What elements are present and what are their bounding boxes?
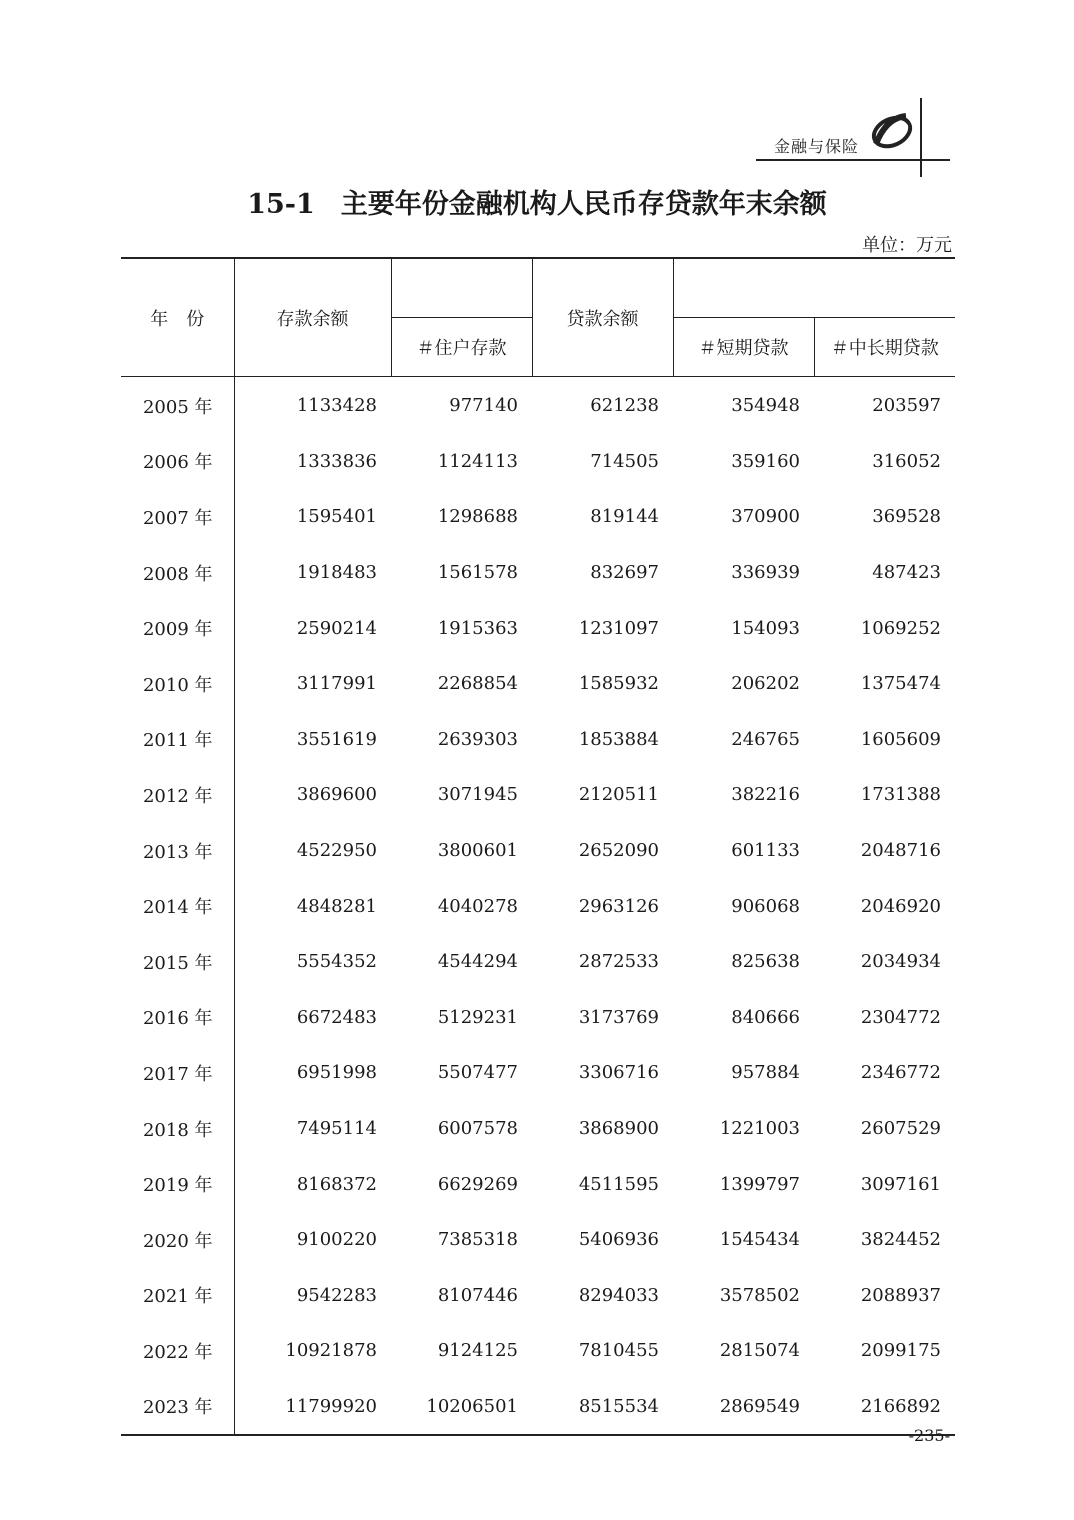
cell-deposits: 4848281 xyxy=(234,878,391,934)
table-body xyxy=(121,377,955,1436)
cell-short-term: 206202 xyxy=(731,673,800,695)
header-short-term-loans: ＃短期贷款 xyxy=(673,318,814,377)
table-row xyxy=(121,990,955,1046)
cell-long-term: 2048716 xyxy=(860,840,941,862)
cell-long-term: 2166892 xyxy=(860,1395,941,1417)
cell-year: 2019 年 xyxy=(142,1175,213,1197)
cell-loans: 1853884 xyxy=(578,728,659,750)
table-row xyxy=(121,1379,955,1436)
cell-loans: 4511595 xyxy=(578,1173,659,1195)
cell-loans: 1585932 xyxy=(578,673,659,695)
cell-long-term: 2088937 xyxy=(860,1284,941,1306)
table-row xyxy=(121,434,955,490)
cell-deposits: 3551619 xyxy=(234,712,391,768)
table-row xyxy=(121,878,955,934)
cell-deposits: 10921878 xyxy=(234,1323,391,1379)
cell-year: 2021 年 xyxy=(142,1286,213,1308)
table-row xyxy=(121,1212,955,1268)
cell-deposits: 8168372 xyxy=(234,1156,391,1212)
cell-short-term: 359160 xyxy=(731,450,800,472)
cell-year: 2023 年 xyxy=(142,1397,213,1419)
running-header-vertical-rule xyxy=(920,98,922,177)
cell-short-term: 382216 xyxy=(731,784,800,806)
header-loans-sub-blank xyxy=(673,258,955,318)
cell-household: 8107446 xyxy=(437,1284,518,1306)
cell-deposits: 7495114 xyxy=(234,1101,391,1157)
table-row xyxy=(121,712,955,768)
cell-loans: 2120511 xyxy=(578,784,659,806)
cell-long-term: 2034934 xyxy=(860,951,941,973)
cell-household: 1298688 xyxy=(437,506,518,528)
cell-short-term: 354948 xyxy=(731,395,800,417)
cell-long-term: 3097161 xyxy=(860,1173,941,1195)
header-year: 年 份 xyxy=(121,258,234,377)
cell-loans: 621238 xyxy=(590,395,659,417)
cell-long-term: 2346772 xyxy=(860,1062,941,1084)
cell-year: 2005 年 xyxy=(142,396,213,418)
cell-long-term: 203597 xyxy=(872,395,941,417)
table-row xyxy=(121,489,955,545)
header-long-term-loans: ＃中长期贷款 xyxy=(814,318,955,377)
data-table xyxy=(121,257,955,1436)
cell-short-term: 1399797 xyxy=(719,1173,800,1195)
cell-loans: 3306716 xyxy=(578,1062,659,1084)
cell-household: 5129231 xyxy=(437,1006,518,1028)
cell-deposits: 3117991 xyxy=(234,656,391,712)
cell-loans: 3173769 xyxy=(578,1006,659,1028)
cell-household: 1561578 xyxy=(437,562,518,584)
cell-year: 2010 年 xyxy=(142,674,213,696)
table-row xyxy=(121,377,955,434)
cell-short-term: 601133 xyxy=(731,840,800,862)
cell-household: 4544294 xyxy=(437,951,518,973)
cell-loans: 832697 xyxy=(590,562,659,584)
cell-year: 2012 年 xyxy=(142,785,213,807)
unit-label: 单位：万元 xyxy=(862,235,952,256)
table-row xyxy=(121,823,955,879)
cell-household: 10206501 xyxy=(426,1395,518,1417)
cell-household: 1915363 xyxy=(437,617,518,639)
cell-year: 2018 年 xyxy=(142,1119,213,1141)
table-row xyxy=(121,656,955,712)
cell-year: 2014 年 xyxy=(142,897,213,919)
cell-loans: 819144 xyxy=(590,506,659,528)
cell-short-term: 246765 xyxy=(731,728,800,750)
cell-year: 2016 年 xyxy=(142,1008,213,1030)
table-title xyxy=(0,182,1074,221)
table-row xyxy=(121,1101,955,1157)
cell-short-term: 840666 xyxy=(731,1006,800,1028)
cell-long-term: 2046920 xyxy=(860,895,941,917)
cell-household: 2639303 xyxy=(437,728,518,750)
cell-deposits: 5554352 xyxy=(234,934,391,990)
cell-year: 2017 年 xyxy=(142,1063,213,1085)
cell-deposits: 1918483 xyxy=(234,545,391,601)
cell-short-term: 2869549 xyxy=(719,1395,800,1417)
table-row xyxy=(121,934,955,990)
cell-loans: 3868900 xyxy=(578,1118,659,1140)
cell-year: 2008 年 xyxy=(142,563,213,585)
cell-deposits: 4522950 xyxy=(234,823,391,879)
cell-short-term: 370900 xyxy=(731,506,800,528)
table-row xyxy=(121,1268,955,1324)
header-deposits: 存款余额 xyxy=(234,258,391,377)
cell-deposits: 6951998 xyxy=(234,1045,391,1101)
cell-year: 2007 年 xyxy=(142,507,213,529)
header-loans: 贷款余额 xyxy=(532,258,673,377)
cell-household: 2268854 xyxy=(437,673,518,695)
cell-short-term: 957884 xyxy=(731,1062,800,1084)
cell-household: 6629269 xyxy=(437,1173,518,1195)
cell-household: 4040278 xyxy=(437,895,518,917)
cell-short-term: 3578502 xyxy=(719,1284,800,1306)
cell-deposits: 1333836 xyxy=(234,434,391,490)
table-row xyxy=(121,1156,955,1212)
cell-household: 6007578 xyxy=(437,1118,518,1140)
cell-deposits: 11799920 xyxy=(234,1379,391,1436)
cell-short-term: 1545434 xyxy=(719,1229,800,1251)
cell-deposits: 9542283 xyxy=(234,1268,391,1324)
cell-long-term: 487423 xyxy=(872,562,941,584)
header-household-deposits: ＃住户存款 xyxy=(391,318,532,377)
cell-long-term: 316052 xyxy=(872,450,941,472)
section-logo-icon xyxy=(866,108,916,154)
table-number: 15-1 xyxy=(247,189,315,220)
cell-deposits: 2590214 xyxy=(234,600,391,656)
cell-short-term: 906068 xyxy=(731,895,800,917)
cell-year: 2009 年 xyxy=(142,619,213,641)
cell-long-term: 2304772 xyxy=(860,1006,941,1028)
header-deposits-sub-blank xyxy=(391,258,532,318)
cell-deposits: 3869600 xyxy=(234,767,391,823)
cell-long-term: 1605609 xyxy=(860,728,941,750)
cell-deposits: 6672483 xyxy=(234,990,391,1046)
table-row xyxy=(121,600,955,656)
table-row xyxy=(121,767,955,823)
cell-year: 2022 年 xyxy=(142,1341,213,1363)
cell-deposits: 1595401 xyxy=(234,489,391,545)
page-number: -235- xyxy=(908,1426,950,1445)
cell-year: 2011 年 xyxy=(142,730,213,752)
table-row xyxy=(121,545,955,601)
cell-household: 7385318 xyxy=(437,1229,518,1251)
cell-long-term: 2607529 xyxy=(860,1118,941,1140)
running-header-section: 金融与保险 xyxy=(774,137,860,156)
cell-deposits: 9100220 xyxy=(234,1212,391,1268)
cell-short-term: 336939 xyxy=(731,562,800,584)
table-title-text: 主要年份金融机构人民币存贷款年末余额 xyxy=(340,189,827,220)
table-row xyxy=(121,1323,955,1379)
cell-loans: 2963126 xyxy=(578,895,659,917)
cell-short-term: 825638 xyxy=(731,951,800,973)
table-header xyxy=(121,258,955,377)
cell-household: 5507477 xyxy=(437,1062,518,1084)
cell-household: 1124113 xyxy=(437,450,518,472)
cell-short-term: 154093 xyxy=(731,617,800,639)
cell-deposits: 1133428 xyxy=(234,377,391,434)
cell-household: 3071945 xyxy=(437,784,518,806)
cell-loans: 714505 xyxy=(590,450,659,472)
cell-year: 2006 年 xyxy=(142,452,213,474)
cell-long-term: 369528 xyxy=(872,506,941,528)
cell-year: 2013 年 xyxy=(142,841,213,863)
cell-short-term: 1221003 xyxy=(719,1118,800,1140)
cell-loans: 5406936 xyxy=(578,1229,659,1251)
table-row xyxy=(121,1045,955,1101)
cell-loans: 1231097 xyxy=(578,617,659,639)
cell-long-term: 1069252 xyxy=(860,617,941,639)
cell-short-term: 2815074 xyxy=(719,1340,800,1362)
cell-household: 9124125 xyxy=(437,1340,518,1362)
cell-loans: 8515534 xyxy=(578,1395,659,1417)
cell-year: 2015 年 xyxy=(142,952,213,974)
cell-long-term: 2099175 xyxy=(860,1340,941,1362)
cell-household: 977140 xyxy=(449,395,518,417)
cell-year: 2020 年 xyxy=(142,1230,213,1252)
cell-loans: 2872533 xyxy=(578,951,659,973)
cell-loans: 7810455 xyxy=(578,1340,659,1362)
cell-loans: 2652090 xyxy=(578,840,659,862)
cell-long-term: 1731388 xyxy=(860,784,941,806)
cell-loans: 8294033 xyxy=(578,1284,659,1306)
cell-long-term: 1375474 xyxy=(860,673,941,695)
cell-long-term: 3824452 xyxy=(860,1229,941,1251)
cell-household: 3800601 xyxy=(437,840,518,862)
